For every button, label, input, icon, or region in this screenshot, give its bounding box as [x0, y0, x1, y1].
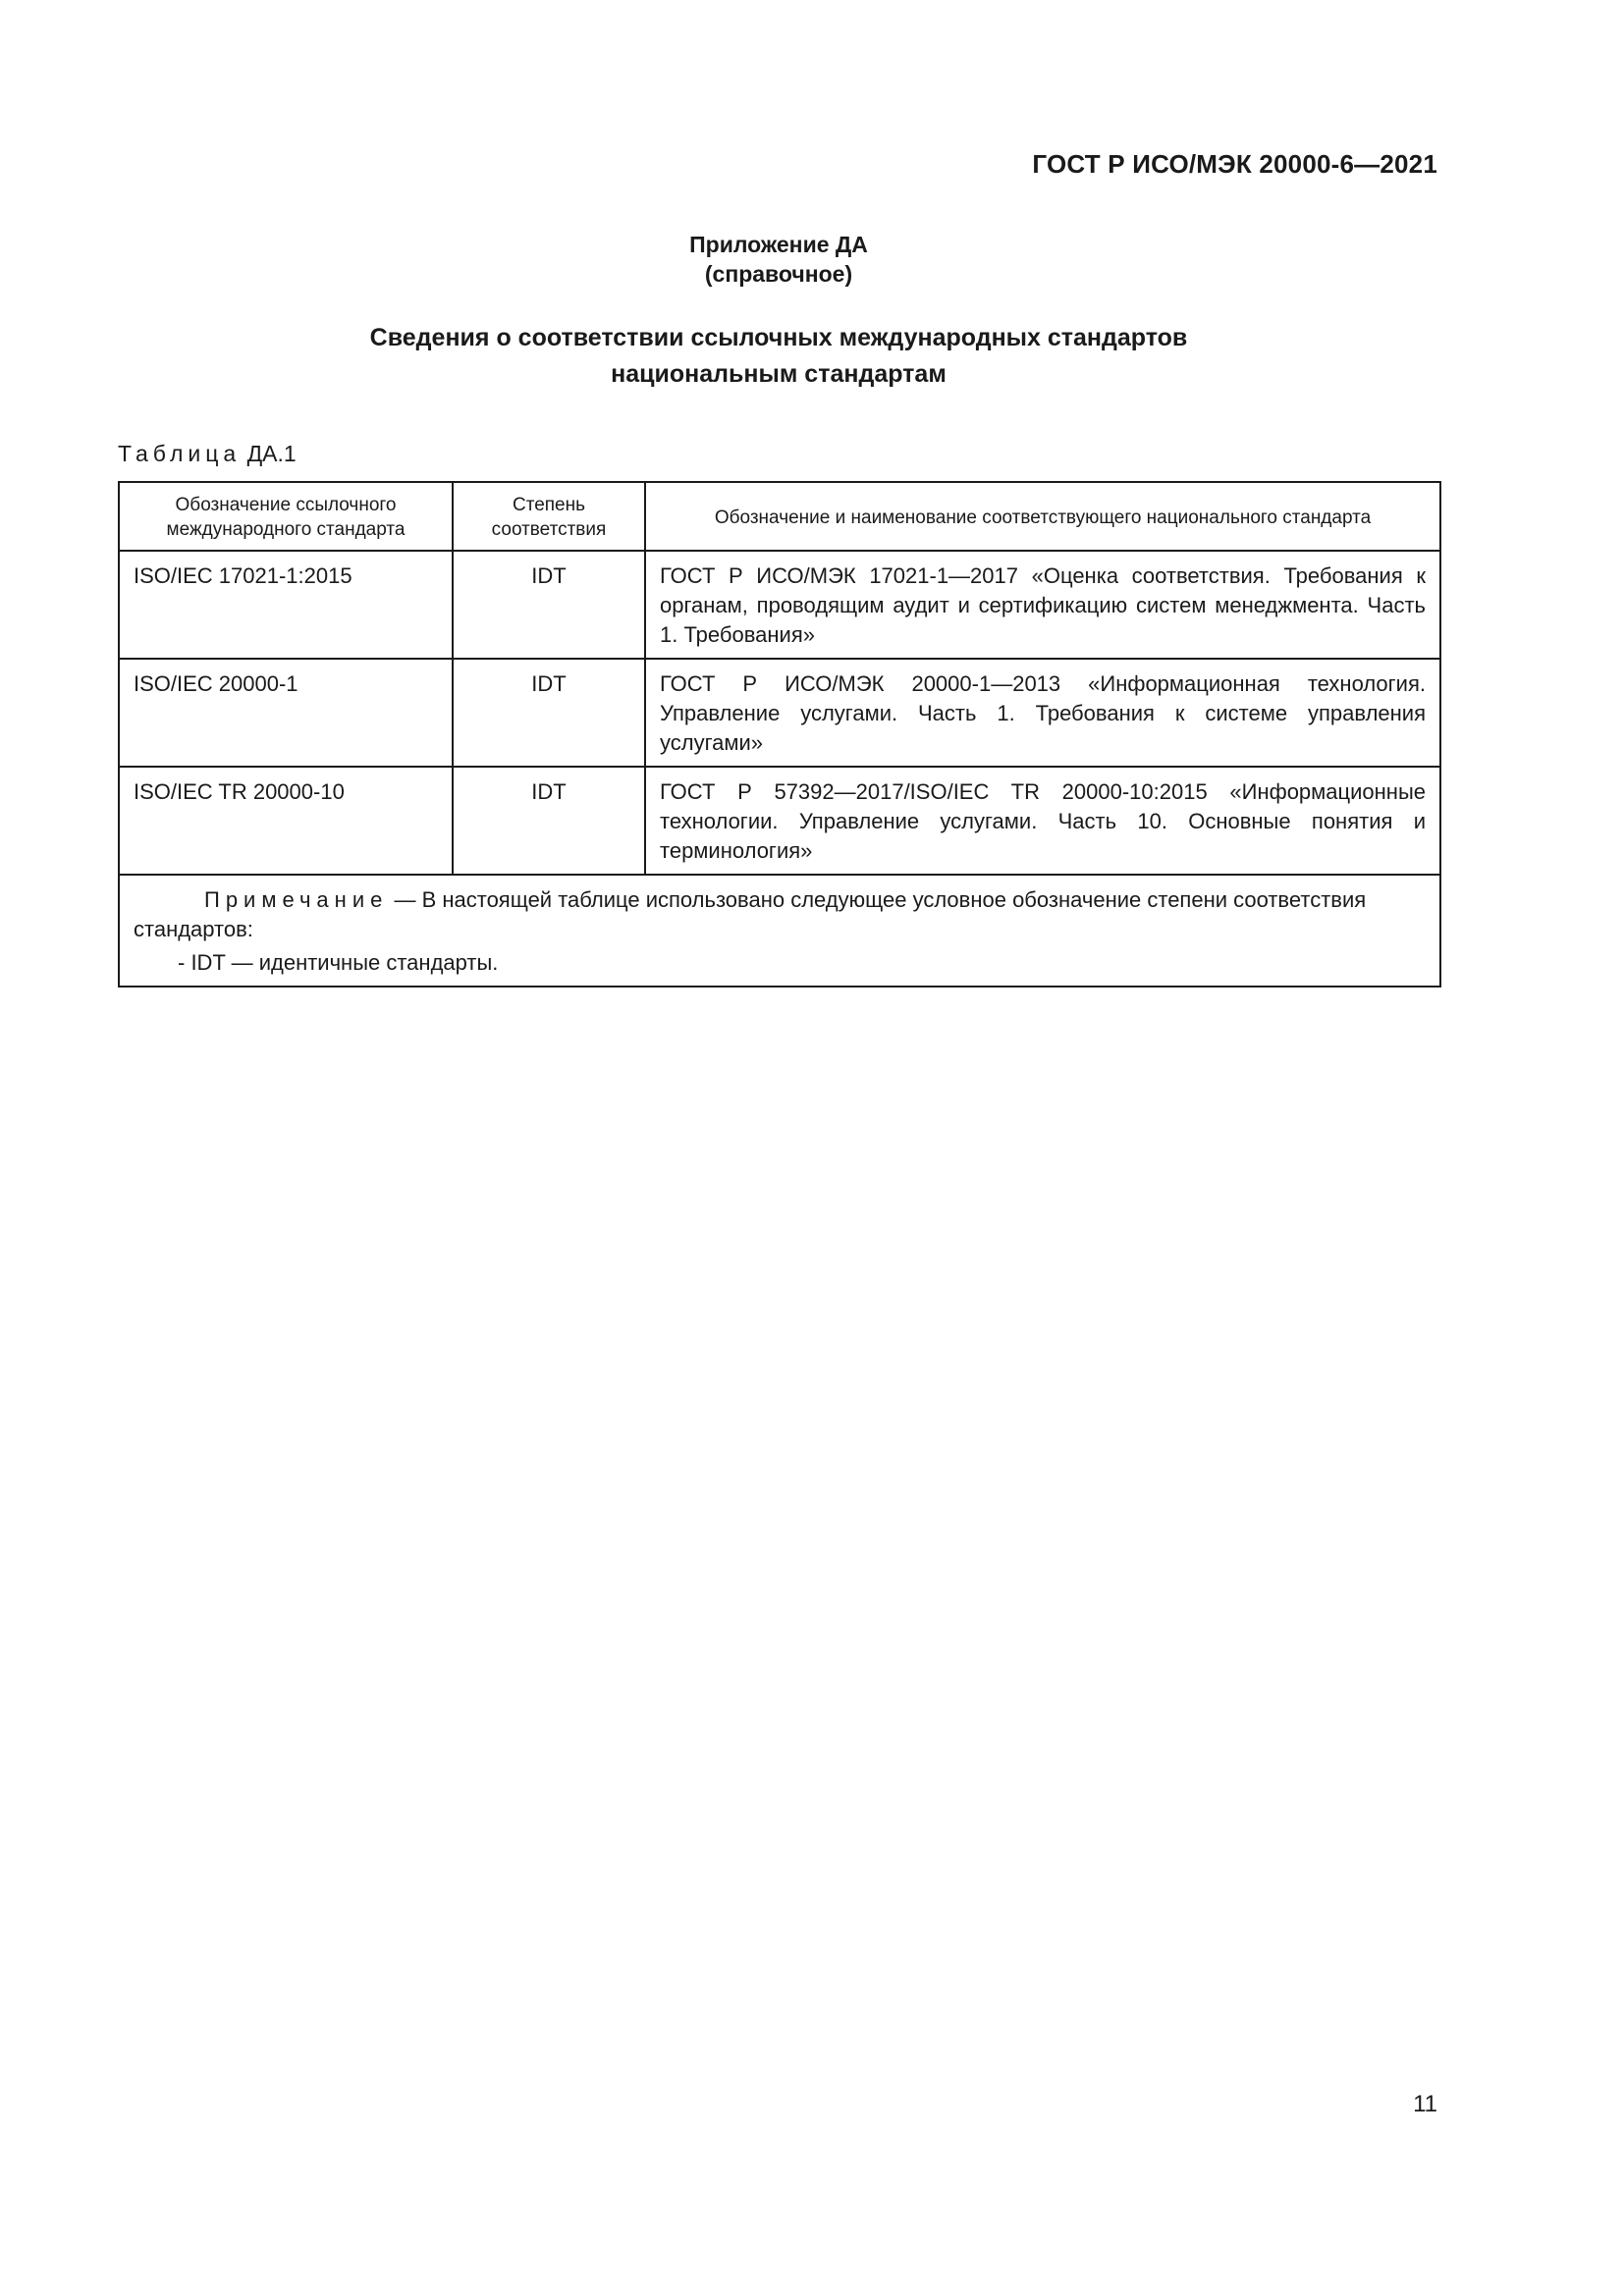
- cell-national-standard: ГОСТ Р ИСО/МЭК 20000-1—2013 «Информационная технология. Управление услугами. Часть 1. Требования к системе управления услугами»: [645, 659, 1440, 767]
- page-title-line-1: Сведения о соответствии ссылочных международных стандартов: [369, 324, 1188, 351]
- appendix-title: Приложение ДА: [689, 232, 868, 257]
- correspondence-table: [118, 481, 1441, 988]
- note-list-item: - IDT — идентичные стандарты.: [178, 950, 499, 975]
- header-degree-of-correspondence: Степень соответствия: [453, 482, 645, 551]
- cell-degree: IDT: [453, 551, 645, 659]
- document-code: ГОСТ Р ИСО/МЭК 20000-6—2021: [1032, 149, 1437, 179]
- cell-national-standard: ГОСТ Р 57392—2017/ISO/IEC TR 20000-10:2015 «Информационные технологии. Управление услугами. Часть 10. Основные понятия и терминология»: [645, 767, 1440, 875]
- appendix-heading: [0, 230, 1557, 289]
- page-number: 11: [1413, 2091, 1437, 2117]
- page-title-line-2: национальным стандартам: [611, 360, 947, 388]
- table-note-row: [119, 875, 1440, 987]
- cell-reference-standard: ISO/IEC 17021-1:2015: [119, 551, 453, 659]
- table-caption-word: Таблица: [118, 441, 242, 466]
- table-row: [119, 767, 1440, 875]
- cell-degree: IDT: [453, 767, 645, 875]
- page-title: [0, 320, 1557, 393]
- table-caption-number: ДА.1: [241, 441, 297, 466]
- table-note: [119, 875, 1440, 987]
- header-reference-standard: Обозначение ссылочного международного стандарта: [119, 482, 453, 551]
- note-text: — В настоящей таблице использовано следующее условное обозначение степени соответствия стандартов:: [134, 887, 1367, 941]
- cell-reference-standard: ISO/IEC TR 20000-10: [119, 767, 453, 875]
- header-national-standard: Обозначение и наименование соответствующего национального стандарта: [645, 482, 1440, 551]
- cell-degree: IDT: [453, 659, 645, 767]
- table-row: [119, 551, 1440, 659]
- table-caption: [118, 441, 297, 467]
- table-row: [119, 659, 1440, 767]
- note-paragraph: [134, 885, 1426, 944]
- cell-reference-standard: ISO/IEC 20000-1: [119, 659, 453, 767]
- appendix-subtitle: (справочное): [704, 261, 853, 287]
- note-label: Примечание: [204, 887, 389, 912]
- table-header-row: [119, 482, 1440, 551]
- cell-national-standard: ГОСТ Р ИСО/МЭК 17021-1—2017 «Оценка соответствия. Требования к органам, проводящим аудит и сертификацию систем менеджмента. Часть 1. Требования»: [645, 551, 1440, 659]
